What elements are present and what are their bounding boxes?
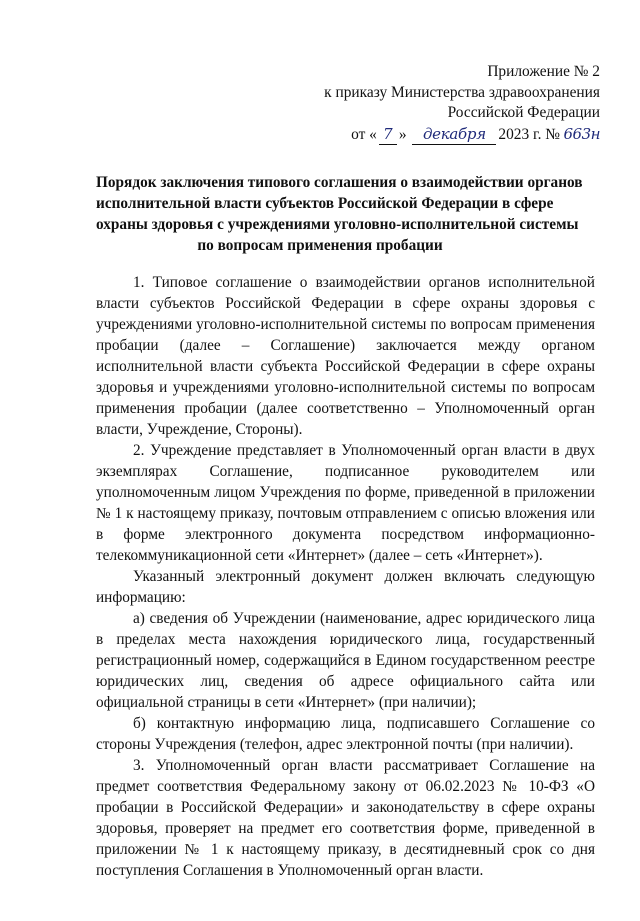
paragraph-1: 1. Типовое соглашение о взаимодействии органов исполнительной власти субъектов Российской Федерации в сфере охраны здоровья с учреждениями уголовно-исполнительной системы по вопросам применения пробации (далее – Соглашение) заключается между органом исполнительной власти субъекта Российской Федерации в сфере охраны здоровья и учреждениями уголовно-исполнительной системы по вопросам применения пробации (далее соответственно – Уполномоченный орган власти, Учреждение, Стороны). bbox=[96, 274, 595, 438]
date-mid: » bbox=[398, 125, 407, 143]
title-line-2: исполнительной власти субъектов Российской Федерации в сфере bbox=[96, 195, 554, 212]
paragraph-4-item-a: а) сведения об Учреждении (наименование, адрес юридического лица в пределах места нахождения юридического лица, государственный регистрационный номер, содержащийся в Едином государственном реестре юридических лиц, сведения об адресе официального сайта или официальной страницы в сети «Интернет» (при наличии); bbox=[96, 610, 595, 711]
title-line-1: Порядок заключения типового соглашения о взаимодействии органов bbox=[96, 174, 583, 191]
paragraph-2: 2. Учреждение представляет в Уполномоченный орган власти в двух экземплярах Соглашение, подписанное руководителем или уполномоченным лицом Учреждения по форме, приведенной в приложении № 1 к настоящему приказу, почтовым отправлением с описью вложения или в форме электронного документа посредством информационно-телекоммуникационной сети «Интернет» (далее – сеть «Интернет»). bbox=[96, 442, 595, 564]
document-body bbox=[96, 272, 595, 881]
paragraph-5-item-b: б) контактную информацию лица, подписавшего Соглашение со стороны Учреждения (телефон, адрес электронной почты (при наличии). bbox=[96, 715, 595, 753]
date-year: 2023 г. № bbox=[498, 125, 560, 143]
paragraph-3: Указанный электронный документ должен включать следующую информацию: bbox=[96, 568, 595, 606]
date-prefix: от « bbox=[351, 125, 377, 143]
appendix-label: Приложение № 2 bbox=[487, 63, 600, 80]
paragraph-6: 3. Уполномоченный орган власти рассматривает Соглашение на предмет соответствия Федеральному закону от 06.02.2023 № 10-ФЗ «О пробации в Российской Федерации» и законодательству в сфере охраны здоровья, проверяет на предмет его соответствия форме, приведенной в приложении № 1 к настоящему приказу, в десятидневный срок со дня поступления Соглашения в Уполномоченный орган власти. bbox=[96, 757, 595, 879]
title-line-4: по вопросам применения пробации bbox=[197, 237, 443, 254]
order-date-line bbox=[270, 124, 600, 146]
ministry-country: Российской Федерации bbox=[447, 104, 600, 121]
handwritten-day: 7 bbox=[379, 124, 397, 146]
handwritten-order-number: 663н bbox=[563, 124, 600, 143]
title-line-3: охраны здоровья с учреждениями уголовно-исполнительной системы bbox=[96, 216, 579, 233]
handwritten-month: декабря bbox=[412, 124, 496, 146]
appendix-header bbox=[270, 62, 600, 145]
order-ref: к приказу Министерства здравоохранения bbox=[324, 83, 600, 101]
document-title bbox=[96, 172, 583, 256]
